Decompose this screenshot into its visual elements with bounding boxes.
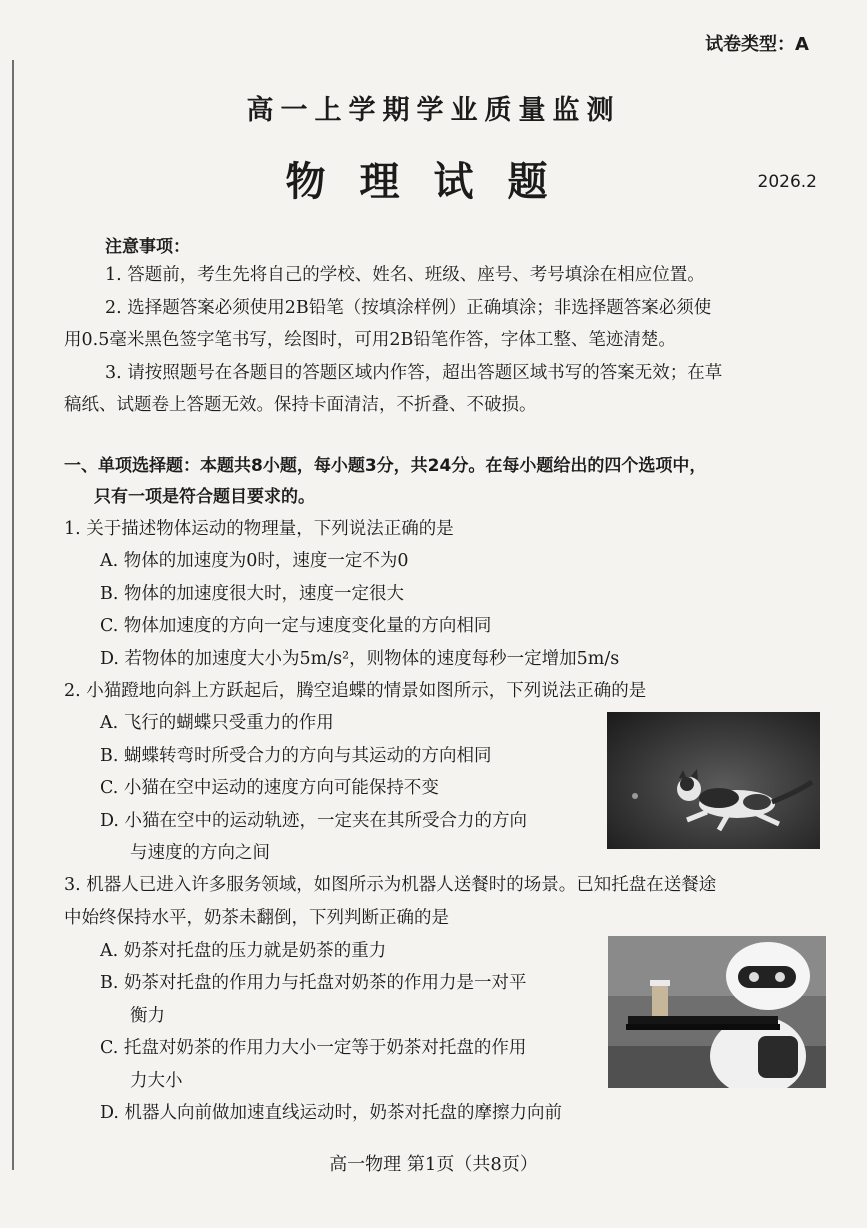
exam-title: 物理试题 (285, 158, 582, 205)
question-3-stem-cont: 中始终保持水平，奶茶未翻倒，下列判断正确的是 (64, 908, 449, 928)
question-2-stem: 2. 小猫蹬地向斜上方跃起后，腾空追蝶的情景如图所示，下列说法正确的是 (64, 681, 647, 701)
question-3-option-c: C. 托盘对奶茶的作用力大小一定等于奶茶对托盘的作用 (100, 1038, 527, 1058)
robot-waiter-photo (608, 936, 826, 1088)
question-3-option-b: B. 奶茶对托盘的作用力与托盘对奶茶的作用力是一对平 (100, 973, 527, 993)
notice-item-3: 3. 请按照题号在各题目的答题区域内作答，超出答题区域书写的答案无效；在草 (105, 363, 723, 383)
question-1-option-a: A. 物体的加速度为0时，速度一定不为0 (100, 551, 409, 571)
question-1-option-c: C. 物体加速度的方向一定与速度变化量的方向相同 (100, 616, 492, 636)
question-1-option-b: B. 物体的加速度很大时，速度一定很大 (100, 584, 404, 604)
notice-item-3-cont: 稿纸、试题卷上答题无效。保持卡面清洁，不折叠、不破损。 (64, 395, 537, 415)
cat-jumping-photo (607, 712, 820, 849)
question-2-option-b: B. 蝴蝶转弯时所受合力的方向与其运动的方向相同 (100, 746, 492, 766)
exam-header: 高一上学期学业质量监测 (246, 95, 621, 126)
question-2-option-c: C. 小猫在空中运动的速度方向可能保持不变 (100, 778, 439, 798)
section-heading-cont: 只有一项是符合题目要求的。 (94, 487, 315, 507)
question-1-stem: 1. 关于描述物体运动的物理量，下列说法正确的是 (64, 519, 454, 539)
binding-margin-line (12, 60, 14, 1170)
notice-title: 注意事项： (105, 237, 190, 257)
question-3-option-b-cont: 衡力 (130, 1006, 165, 1026)
question-2-option-a: A. 飞行的蝴蝶只受重力的作用 (100, 713, 334, 733)
notice-item-2-cont: 用0.5毫米黑色签字笔书写，绘图时，可用2B铅笔作答，字体工整、笔迹清楚。 (64, 330, 676, 350)
question-3-option-c-cont: 力大小 (130, 1071, 183, 1091)
question-3-stem: 3. 机器人已进入许多服务领域，如图所示为机器人送餐时的场景。已知托盘在送餐途 (64, 875, 717, 895)
notice-item-2: 2. 选择题答案必须使用2B铅笔（按填涂样例）正确填涂；非选择题答案必须使 (105, 298, 712, 318)
page-footer: 高一物理 第1页（共8页） (329, 1154, 538, 1175)
paper-type: 试卷类型：A (705, 34, 809, 55)
notice-item-1: 1. 答题前，考生先将自己的学校、姓名、班级、座号、考号填涂在相应位置。 (105, 265, 705, 285)
section-heading: 一、单项选择题：本题共8小题，每小题3分，共24分。在每小题给出的四个选项中， (64, 456, 707, 476)
question-2-option-d: D. 小猫在空中的运动轨迹，一定夹在其所受合力的方向 (100, 811, 528, 831)
exam-date: 2026.2 (757, 172, 817, 192)
question-3-option-a: A. 奶茶对托盘的压力就是奶茶的重力 (100, 941, 387, 961)
question-2-option-d-cont: 与速度的方向之间 (130, 843, 270, 863)
question-1-option-d: D. 若物体的加速度大小为5m/s²，则物体的速度每秒一定增加5m/s (100, 649, 620, 669)
question-3-option-d: D. 机器人向前做加速直线运动时，奶茶对托盘的摩擦力向前 (100, 1103, 563, 1123)
